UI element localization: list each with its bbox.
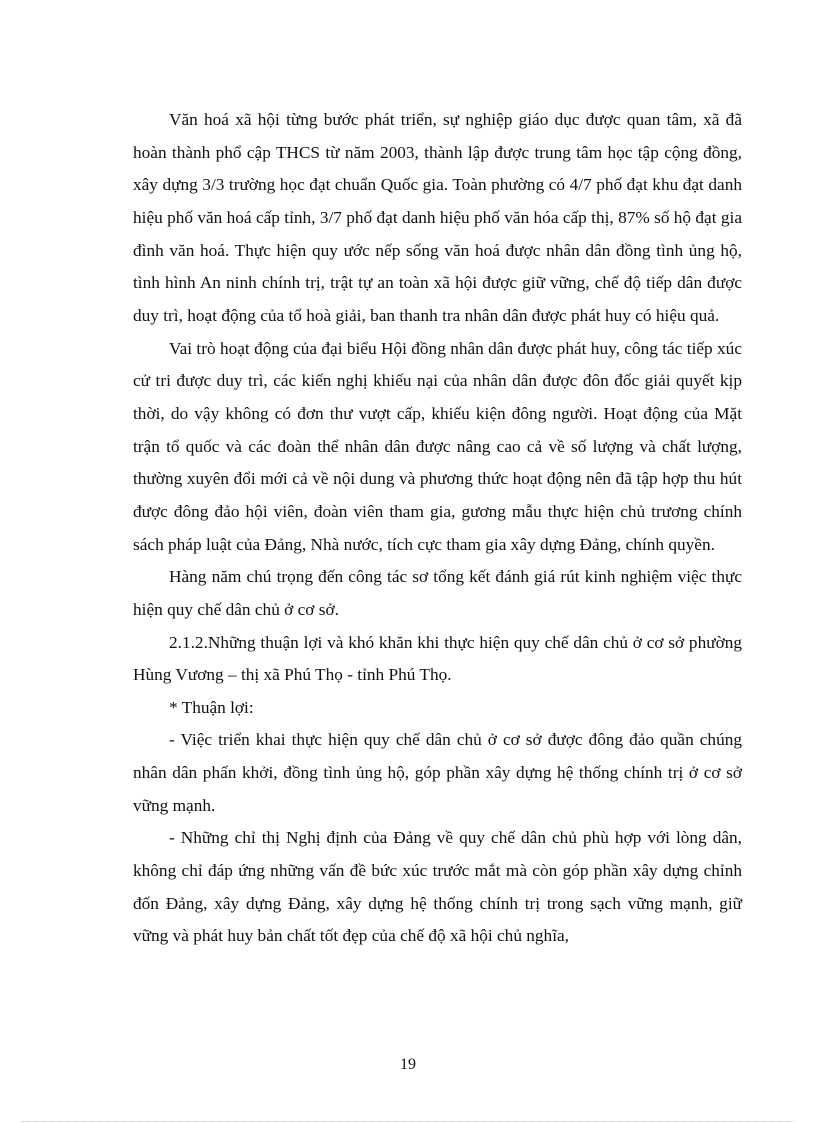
page-bottom-divider	[22, 1121, 794, 1122]
list-item-advantage-2: - Những chỉ thị Nghị định của Đảng về quy chế dân chủ phù hợp với lòng dân, không chỉ đáp ứng những vấn đề bức xúc trước mắt mà còn góp phần xây dựng chỉnh đốn Đảng, xây dựng Đảng, xây dựng hệ thống chính trị trong sạch vững mạnh, giữ vững và phát huy bản chất tốt đẹp của chế độ xã hội chủ nghĩa,	[133, 828, 742, 946]
list-item-advantage-1: - Việc triển khai thực hiện quy chế dân chủ ở cơ sở được đông đảo quần chúng nhân dân phấn khởi, đồng tình ủng hộ, góp phần xây dựng hệ thống chính trị ở cơ sở vững mạnh.	[133, 730, 742, 815]
subheading-advantages: * Thuận lợi:	[169, 697, 254, 717]
paragraph-culture-society: Văn hoá xã hội từng bước phát triển, sự nghiệp giáo dục được quan tâm, xã đã hoàn thành phổ cập THCS từ năm 2003, thành lập được trung tâm học tập cộng đồng, xây dựng 3/3 trường học đạt chuẩn Quốc gia. Toàn phường có 4/7 phố đạt khu đạt danh hiệu phố văn hoá cấp tỉnh, 3/7 phố đạt danh hiệu phố văn hóa cấp thị, 87% số hộ đạt gia đình văn hoá. Thực hiện quy ước nếp sống văn hoá được nhân dân đồng tình ủng hộ, tình hình An ninh chính trị, trật tự an toàn xã hội được giữ vững, chế độ tiếp dân được duy trì, hoạt động của tổ hoà giải, ban thanh tra nhân dân được phát huy có hiệu quả.	[133, 110, 742, 325]
document-body	[133, 104, 742, 953]
page-number: 19	[400, 1056, 416, 1073]
paragraph-annual-review: Hàng năm chú trọng đến công tác sơ tổng kết đánh giá rút kinh nghiệm việc thực hiện quy chế dân chủ ở cơ sở.	[133, 567, 742, 619]
section-heading-2-1-2: 2.1.2.Những thuận lợi và khó khăn khi thực hiện quy chế dân chủ ở cơ sở phường Hùng Vương – thị xã Phú Thọ - tỉnh Phú Thọ.	[133, 632, 742, 685]
paragraph-council-role: Vai trò hoạt động của đại biểu Hội đồng nhân dân được phát huy, công tác tiếp xúc cử tri được duy trì, các kiến nghị khiếu nại của nhân dân được đôn đốc giải quyết kịp thời, do vậy không có đơn thư vượt cấp, khiếu kiện đông người. Hoạt động của Mặt trận tổ quốc và các đoàn thể nhân dân được nâng cao cả về số lượng và chất lượng, thường xuyên đổi mới cả về nội dung và phương thức hoạt động nên đã tập hợp thu hút được đông đảo hội viên, đoàn viên tham gia, gương mẫu thực hiện chủ trương chính sách pháp luật của Đảng, Nhà nước, tích cực tham gia xây dựng Đảng, chính quyền.	[133, 338, 742, 554]
